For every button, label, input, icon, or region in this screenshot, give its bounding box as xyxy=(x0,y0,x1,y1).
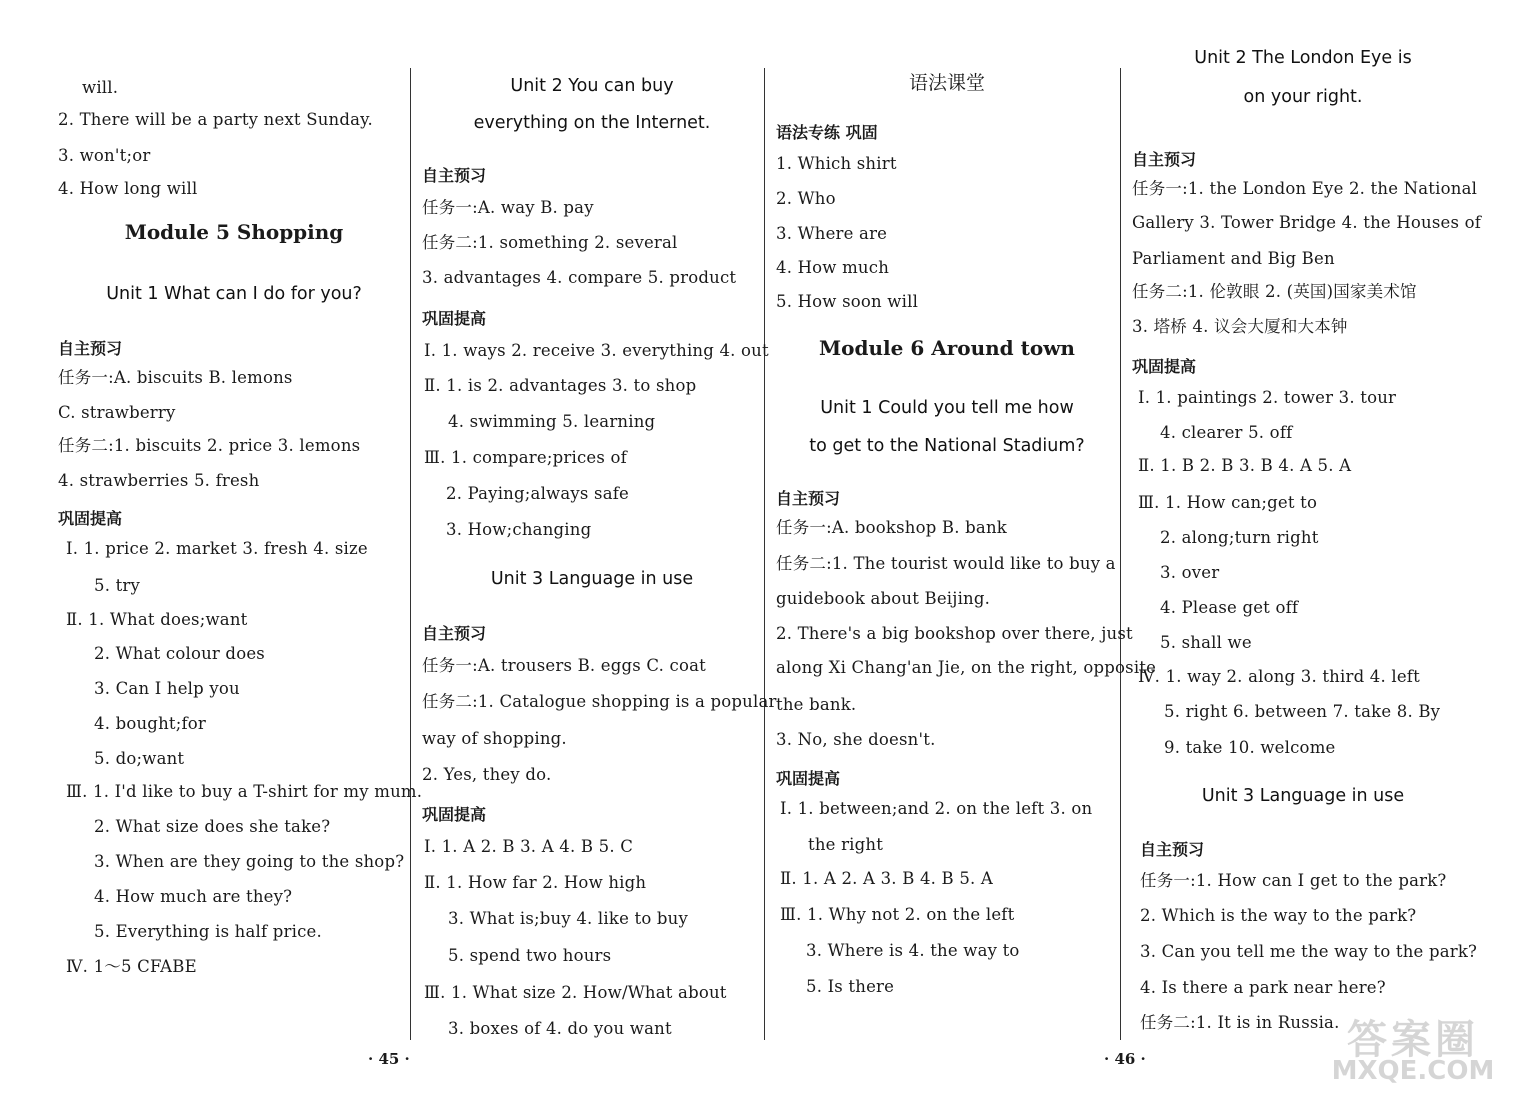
answer-line: Ⅱ. 1. B 2. B 3. B 4. A 5. A xyxy=(1138,456,1352,475)
watermark-text-en: MXQE.COM xyxy=(1331,1056,1495,1086)
answer-line: 3. Can I help you xyxy=(94,679,240,698)
answer-line: Ⅰ. 1. A 2. B 3. A 4. B 5. C xyxy=(424,837,634,856)
answer-line: 3. No, she doesn't. xyxy=(776,730,936,749)
answer-line: 3. over xyxy=(1160,563,1220,582)
answer-line: 3. 塔桥 4. 议会大厦和大本钟 xyxy=(1132,317,1348,336)
section-heading-preview: 自主预习 xyxy=(422,166,487,185)
answer-column-3 xyxy=(772,0,1157,1040)
page-number-right: · 46 · xyxy=(1104,1050,1146,1068)
answer-line: 任务一:1. How can I get to the park? xyxy=(1140,871,1447,890)
answer-line: 5. Everything is half price. xyxy=(94,922,322,941)
module-title: Module 5 Shopping xyxy=(124,220,344,244)
answer-line: 5. Is there xyxy=(806,977,895,996)
unit-title: Unit 2 The London Eye is xyxy=(1194,48,1412,68)
section-heading-consolidate: 巩固提高 xyxy=(422,309,487,328)
grammar-class-title: 语法课堂 xyxy=(908,72,985,94)
answer-line: 5. shall we xyxy=(1160,633,1252,652)
answer-line: Ⅱ. 1. A 2. A 3. B 4. B 5. A xyxy=(780,869,994,888)
answer-line: Ⅱ. 1. is 2. advantages 3. to shop xyxy=(424,376,697,395)
answer-line: 任务二:1. The tourist would like to buy a xyxy=(776,554,1116,573)
answer-line: 5. try xyxy=(94,576,141,595)
answer-line: 5. How soon will xyxy=(776,292,919,311)
answer-line: 3. boxes of 4. do you want xyxy=(448,1019,672,1038)
answer-line: 2. along;turn right xyxy=(1160,528,1319,547)
answer-line: Parliament and Big Ben xyxy=(1132,249,1335,268)
answer-line: 3. When are they going to the shop? xyxy=(94,852,405,871)
answer-line: 4. clearer 5. off xyxy=(1160,423,1293,442)
answer-line: 2. What colour does xyxy=(94,644,265,663)
unit-title: on your right. xyxy=(1243,87,1363,107)
answer-line: 9. take 10. welcome xyxy=(1164,738,1336,757)
module-title: Module 6 Around town xyxy=(819,336,1075,360)
answer-line: 任务二:1. 伦敦眼 2. (英国)国家美术馆 xyxy=(1132,282,1417,301)
watermark-text-cn: 答案圈 xyxy=(1347,1017,1479,1063)
page-number-left: · 45 · xyxy=(368,1050,410,1068)
answer-line: 4. swimming 5. learning xyxy=(448,412,656,431)
answer-line: 2. Paying;always safe xyxy=(446,484,630,503)
answer-line: 任务二:1. something 2. several xyxy=(422,233,678,252)
answer-line: 5. spend two hours xyxy=(448,946,612,965)
answer-line: the bank. xyxy=(776,695,857,714)
unit-title: Unit 2 You can buy xyxy=(510,76,674,96)
answer-line: 1. Which shirt xyxy=(776,154,897,173)
answer-line: Ⅲ. 1. What size 2. How/What about xyxy=(424,983,727,1002)
answer-line: 2. There's a big bookshop over there, just xyxy=(776,624,1133,643)
answer-line: the right xyxy=(808,835,884,854)
answer-line: 3. advantages 4. compare 5. product xyxy=(422,268,737,287)
answer-line: 4. How much are they? xyxy=(94,887,293,906)
section-heading-preview: 自主预习 xyxy=(1132,150,1197,169)
section-heading-consolidate: 巩固提高 xyxy=(1132,357,1197,376)
section-heading-preview: 自主预习 xyxy=(776,489,841,508)
unit-title: Unit 1 What can I do for you? xyxy=(106,284,362,304)
answer-line: 4. How much xyxy=(776,258,890,277)
section-heading-consolidate: 巩固提高 xyxy=(58,509,123,528)
answer-line: 任务一:A. way B. pay xyxy=(422,198,594,217)
answer-line: 3. What is;buy 4. like to buy xyxy=(448,909,689,928)
answer-line: 2. There will be a party next Sunday. xyxy=(58,110,373,129)
unit-title: Unit 3 Language in use xyxy=(490,569,694,589)
unit-title: everything on the Internet. xyxy=(473,113,711,133)
answer-line: Ⅳ. 1. way 2. along 3. third 4. left xyxy=(1138,667,1420,686)
answer-line: Ⅱ. 1. How far 2. How high xyxy=(424,873,647,892)
watermark-logo xyxy=(1298,1008,1528,1094)
answer-line: 2. Which is the way to the park? xyxy=(1140,906,1417,925)
answer-line: 3. Can you tell me the way to the park? xyxy=(1140,942,1478,961)
answer-line: Ⅳ. 1～5 CFABE xyxy=(66,957,197,976)
answer-line: 4. Please get off xyxy=(1160,598,1299,617)
answer-line: 4. Is there a park near here? xyxy=(1140,978,1386,997)
answer-line: 3. How;changing xyxy=(446,520,592,539)
section-heading-preview: 自主预习 xyxy=(1140,840,1205,859)
answer-line: Ⅲ. 1. How can;get to xyxy=(1138,493,1318,512)
answer-line: Ⅰ. 1. paintings 2. tower 3. tour xyxy=(1138,388,1397,407)
answer-line: 任务二:1. Catalogue shopping is a popular xyxy=(422,692,777,711)
answer-line: 3. won't;or xyxy=(58,146,151,165)
answer-line: Ⅰ. 1. between;and 2. on the left 3. on xyxy=(780,799,1093,818)
answer-line: Ⅲ. 1. I'd like to buy a T-shirt for my mum. xyxy=(66,782,423,801)
answer-line: C. strawberry xyxy=(58,403,176,422)
answer-line: Ⅲ. 1. compare;prices of xyxy=(424,448,627,467)
answer-line: 3. Where is 4. the way to xyxy=(806,941,1020,960)
column-divider xyxy=(410,68,411,1040)
answer-line: 2. What size does she take? xyxy=(94,817,331,836)
answer-line: 任务二:1. biscuits 2. price 3. lemons xyxy=(58,436,361,455)
answer-line: 4. bought;for xyxy=(94,714,207,733)
section-heading-preview: 自主预习 xyxy=(422,624,487,643)
answer-line: 2. Who xyxy=(776,189,836,208)
answer-line: 4. strawberries 5. fresh xyxy=(58,471,260,490)
section-heading-consolidate: 巩固提高 xyxy=(776,769,841,788)
answer-line: 任务一:A. biscuits B. lemons xyxy=(58,368,293,387)
answer-line: 3. Where are xyxy=(776,224,888,243)
answer-line: along Xi Chang'an Jie, on the right, opposite xyxy=(776,658,1157,677)
section-heading-consolidate: 巩固提高 xyxy=(422,805,487,824)
section-heading-preview: 自主预习 xyxy=(58,339,123,358)
answer-line: 任务一:1. the London Eye 2. the National xyxy=(1132,179,1478,198)
answer-line: Ⅱ. 1. What does;want xyxy=(66,610,248,629)
answer-line: 任务一:A. bookshop B. bank xyxy=(776,518,1007,537)
answer-line: way of shopping. xyxy=(422,729,567,748)
answer-line: 任务一:A. trousers B. eggs C. coat xyxy=(422,656,706,675)
answer-line: 5. right 6. between 7. take 8. By xyxy=(1164,702,1441,721)
answer-line: Ⅲ. 1. Why not 2. on the left xyxy=(780,905,1015,924)
answer-line: Ⅰ. 1. ways 2. receive 3. everything 4. out xyxy=(424,341,769,360)
answer-line: Ⅰ. 1. price 2. market 3. fresh 4. size xyxy=(66,539,368,558)
answer-line: 2. Yes, they do. xyxy=(422,765,552,784)
answer-line: 5. do;want xyxy=(94,749,185,768)
unit-title: Unit 1 Could you tell me how xyxy=(820,398,1074,418)
answer-column-1 xyxy=(58,0,423,1040)
section-heading-grammar: 语法专练 巩固 xyxy=(776,123,878,142)
answer-line: guidebook about Beijing. xyxy=(776,589,991,608)
answer-line: 4. How long will xyxy=(58,179,198,198)
unit-title: to get to the National Stadium? xyxy=(809,436,1085,456)
unit-title: Unit 3 Language in use xyxy=(1201,786,1405,806)
answer-line: 任务二:1. It is in Russia. xyxy=(1140,1013,1340,1032)
answer-column-2 xyxy=(418,0,777,1040)
answer-line: Gallery 3. Tower Bridge 4. the Houses of xyxy=(1132,213,1482,232)
answer-line: will. xyxy=(82,78,119,97)
